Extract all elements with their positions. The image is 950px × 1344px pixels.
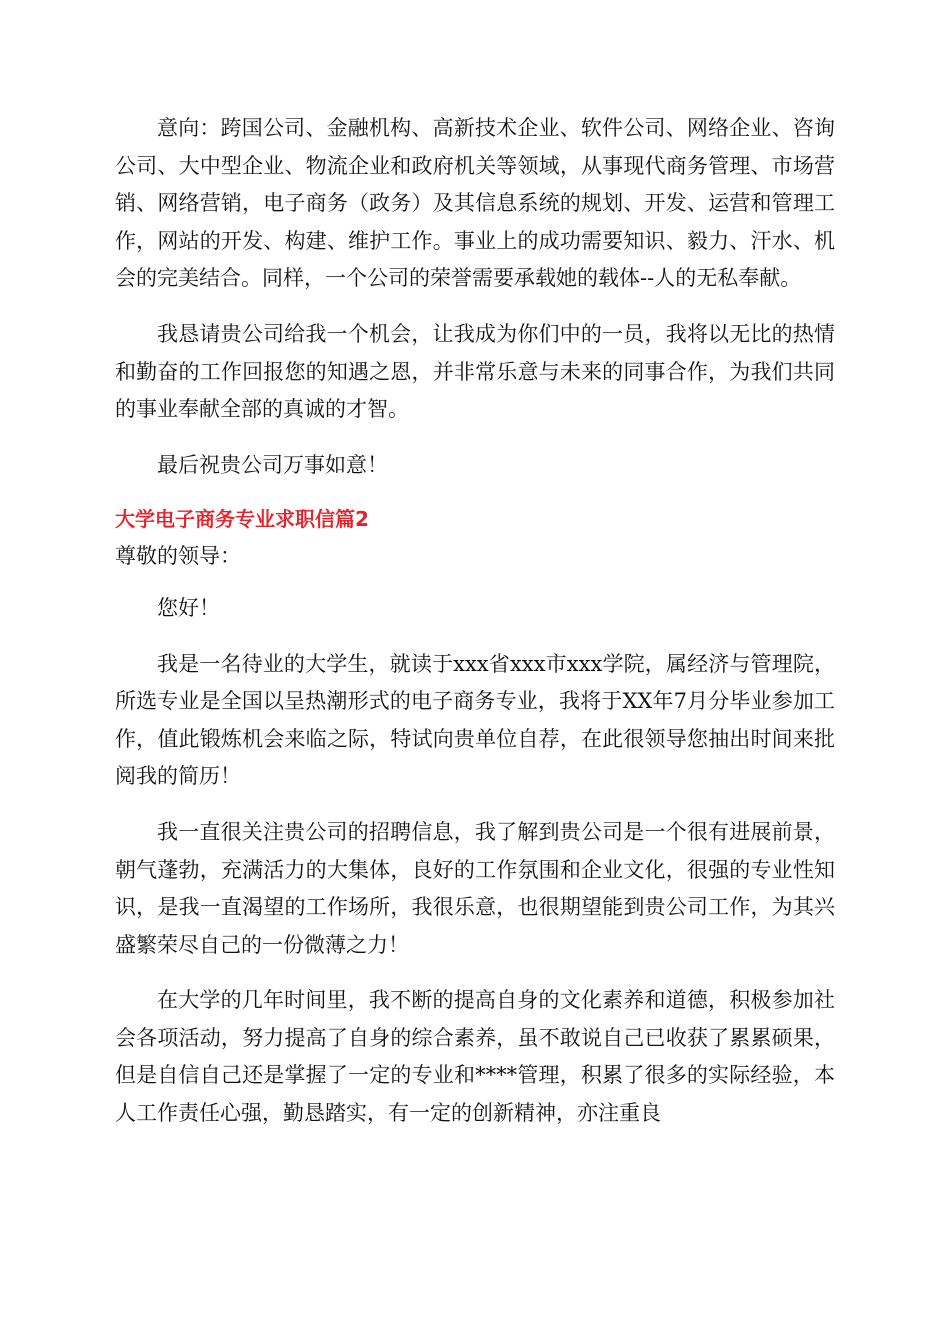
paragraph-self-intro: 我是一名待业的大学生，就读于xxx省xxx市xxx学院，属经济与管理院，所选专业是全国以呈热潮形式的电子商务专业，我将于XX年7月分毕业参加工作，值此锻炼机会来临之际，特试向贵单位自荐，在此很领导您抽出时间来批阅我的简历！: [115, 651, 835, 789]
paragraph-request-opportunity: 我恳请贵公司给我一个机会，让我成为你们中的一员，我将以无比的热情和勤奋的工作回报您的知遇之恩，并非常乐意与未来的同事合作，为我们共同的事业奉献全部的真诚的才智。: [115, 321, 835, 422]
section-heading: 大学电子商务专业求职信篇2: [115, 507, 369, 532]
paragraph-closing-wish: 最后祝贵公司万事如意！: [157, 452, 388, 477]
paragraph-university-experience: 在大学的几年时间里，我不断的提高自身的文化素养和道德，积极参加社会各项活动，努力提高了自身的综合素养，虽不敢说自己已收获了累累硕果，但是自信自己还是掌握了一定的专业和****管理，积累了很多的实际经验，本人工作责任心强，勤恳踏实，有一定的创新精神，亦注重良: [115, 988, 835, 1126]
paragraph-career-intent: 意向：跨国公司、金融机构、高新技术企业、软件公司、网络企业、咨询公司、大中型企业、物流企业和政府机关等领域，从事现代商务管理、市场营销、网络营销，电子商务（政务）及其信息系统的规划、开发、运营和管理工作，网站的开发、构建、维护工作。事业上的成功需要知识、毅力、汗水、机会的完美结合。同样，一个公司的荣誉需要承载她的载体--人的无私奉献。: [115, 116, 835, 291]
greeting: 您好！: [157, 595, 220, 620]
paragraph-company-interest: 我一直很关注贵公司的招聘信息，我了解到贵公司是一个很有进展前景，朝气蓬勃，充满活力的大集体，良好的工作氛围和企业文化，很强的专业性知识，是我一直渴望的工作场所，我很乐意，也很期望能到贵公司工作，为其兴盛繁荣尽自己的一份微薄之力！: [115, 819, 835, 957]
document-page: [115, 110, 835, 1151]
salutation: 尊敬的领导：: [115, 544, 241, 569]
